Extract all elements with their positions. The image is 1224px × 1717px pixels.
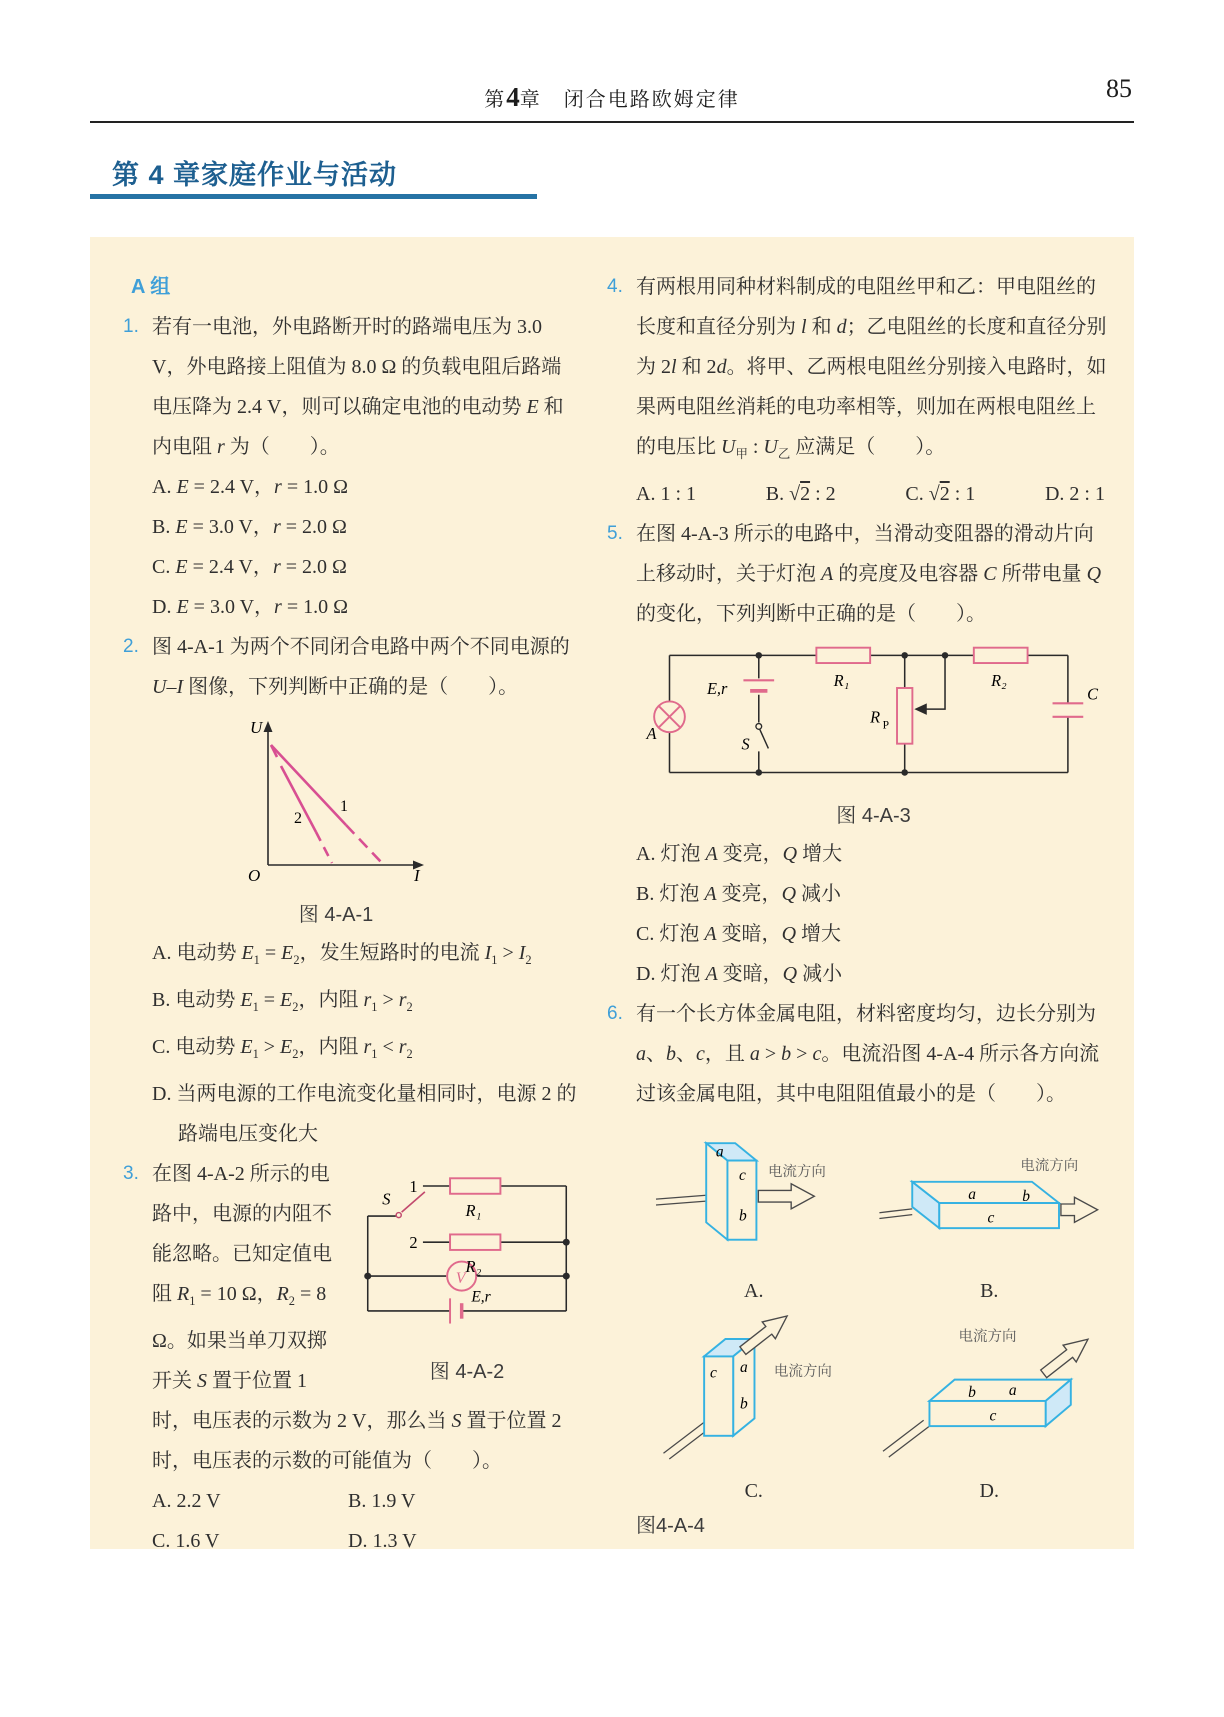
figure-4-a-4 [636, 1120, 1107, 1508]
r1-label: R₁ [465, 1201, 482, 1221]
option-b: B. 电动势 $E_1 = E_2$，内阻 $r_1 > r_2$ [152, 989, 413, 1014]
figure-4-a-1 [230, 711, 442, 933]
edge-c-label: c [987, 1209, 995, 1227]
option-a: A. 2.2 V [152, 1490, 221, 1512]
current-shaft-icon [883, 1420, 929, 1457]
position-2-label: 2 [409, 1233, 418, 1252]
problem-text: 有一个长方体金属电阻，材料密度均匀，边长分别为 a、b、c，且 a > b > c。电流沿图 4-A-4 所示各方向流过该金属电阻，其中电阻阻值最小的是（ ）。 [636, 1003, 1100, 1105]
figure-4-a-3 [636, 640, 1111, 834]
box-top-face [912, 1182, 1059, 1206]
junction-dot [756, 769, 763, 776]
r2-label: R₂ [465, 1257, 482, 1277]
edge-a-label: a [1009, 1382, 1017, 1400]
problem-text: 在图 4-A-2 所示的电路中，电源的内阻不能忽略。已知定值电阻 $R_1 = 10$ Ω，$R_2 = 8$ Ω。如果当单刀双掷开关 S 置于位置 1 时，电压表的示数为 2 V，那么当 S 置于位置 2 时，电压表的示数的可能值为（ ）。 [152, 1163, 562, 1472]
option-a: A. 灯泡 A 变亮，Q 增大 [636, 843, 843, 865]
edge-b-label: b [1022, 1188, 1031, 1206]
option-d: D. E = 3.0 V，r = 1.0 Ω [152, 596, 348, 618]
source-1-line-dashed [346, 825, 382, 863]
option-d: D. 1.3 V [348, 1530, 417, 1549]
problem-2 [123, 627, 581, 1154]
figure-4-a-2 [353, 1156, 581, 1390]
ui-graph [230, 711, 442, 883]
position-1-label: 1 [409, 1176, 418, 1196]
option-d: D. 灯泡 A 变暗，Q 减小 [636, 963, 843, 985]
title-underline [90, 194, 537, 199]
switch-pivot-icon [396, 1213, 401, 1218]
column-left [123, 267, 581, 1549]
edge-b-label: b [739, 1395, 748, 1413]
rp-sub-label: P [882, 719, 890, 732]
problem-number: 5. [607, 523, 623, 544]
problem-text: 有两根用同种材料制成的电阻丝甲和乙：甲电阻丝的长度和直径分别为 l 和 d；乙电阻丝的长度和直径分别为 2l 和 2d。将甲、乙两根电阻丝分别接入电路时，如果两电阻丝消耗的电功率相等，则加在两根电阻丝上的电压比 $U_甲$ : $U_乙$ 应满足（ ）。 [636, 276, 1107, 461]
current-arrow-icon [758, 1184, 814, 1209]
source-1-line [271, 745, 346, 825]
voltmeter-label: V [455, 1269, 466, 1287]
group-label: A 组 [131, 276, 171, 298]
rp-label: R [870, 707, 881, 727]
edge-b-label: b [738, 1207, 747, 1225]
source-2-line-dashed [316, 832, 332, 863]
option-b: B. 1.9 V [348, 1490, 416, 1512]
circuit-wires [670, 655, 1068, 772]
problem-number: 1. [123, 316, 139, 337]
switch-label: S [741, 734, 750, 754]
junction-dot [756, 652, 763, 659]
edge-a-label: a [968, 1186, 977, 1204]
switch-blade-icon [760, 729, 769, 748]
current-shaft-icon [880, 1209, 913, 1219]
problem-4 [607, 267, 1107, 514]
switch-label: S [382, 1189, 391, 1209]
axis-label-i: I [414, 866, 420, 883]
rheostat-circuit [636, 640, 1111, 784]
option-a: A. 电动势 $E_1 = E_2$，发生短路时的电流 $I_1 > I_2$ [152, 942, 532, 967]
option-c: C. √2 : 1 [905, 483, 976, 505]
junction-dot [563, 1239, 570, 1246]
r1-label: R₁ [833, 671, 850, 691]
option-b: B. √2 : 2 [765, 483, 836, 505]
problem-number: 3. [123, 1163, 139, 1184]
problem-text: 图 4-A-1 为两个不同闭合电路中两个不同电源的 U–I 图像，下列判断中正确的是（ ）。 [152, 636, 570, 698]
edge-a-label: a [715, 1143, 724, 1161]
column-right [607, 267, 1107, 1549]
current-shaft-icon [663, 1422, 709, 1459]
capacitor-label: C [1087, 684, 1098, 704]
problem-number: 2. [123, 636, 139, 657]
figure-caption: 图4-A-4 [636, 1515, 705, 1537]
section-title: 第 4 章家庭作业与活动 [112, 160, 398, 190]
current-direction-label: 电流方向 [958, 1328, 1017, 1345]
wiper-wire [926, 655, 945, 709]
problem-number: 4. [607, 276, 623, 297]
option-b: B. 灯泡 A 变亮，Q 减小 [636, 883, 842, 905]
junction-dot [563, 1273, 570, 1280]
problem-5 [607, 514, 1107, 994]
edge-a-label: a [739, 1358, 748, 1376]
axis-label-u: U [250, 718, 263, 737]
line-2-label: 2 [294, 810, 302, 827]
current-direction-label: 电流方向 [1020, 1158, 1079, 1175]
junction-dot [901, 652, 908, 659]
figure-caption: 图 4-A-2 [429, 1361, 505, 1383]
problem-3 [123, 1154, 581, 1549]
current-arrow-icon [1037, 1331, 1094, 1382]
current-arrow-icon [736, 1308, 793, 1359]
battery-label: E,r [706, 678, 728, 698]
current-shaft-icon [656, 1195, 706, 1205]
content-panel [90, 237, 1134, 1549]
option-c: C. 电动势 $E_1 > E_2$，内阻 $r_1 < r_2$ [152, 1036, 413, 1061]
figure-caption: 图 4-A-3 [836, 805, 911, 827]
box-front-face [940, 1203, 1060, 1228]
switch-pivot-icon [756, 724, 762, 730]
battery-label: E,r [471, 1288, 491, 1306]
box-option-b [872, 1120, 1108, 1308]
origin-label: O [248, 866, 261, 883]
option-a: A. E = 2.4 V，r = 1.0 Ω [152, 476, 348, 498]
running-head [90, 74, 1134, 113]
line-1-label: 1 [340, 798, 348, 815]
figure-caption: 图 4-A-1 [298, 904, 374, 926]
junction-dot [364, 1273, 371, 1280]
option-letter: C. [744, 1480, 763, 1502]
box-front-face [704, 1356, 733, 1435]
option-c: C. 灯泡 A 变暗，Q 增大 [636, 923, 842, 945]
resistor-box-c [649, 1308, 859, 1460]
option-d: D. 2 : 1 [1044, 483, 1105, 505]
box-option-c [636, 1308, 872, 1508]
option-letter: B. [980, 1280, 999, 1302]
resistor-box-a [649, 1120, 859, 1260]
box-option-d [872, 1308, 1108, 1508]
wiper-arrow-icon [914, 703, 926, 715]
edge-c-label: c [738, 1166, 746, 1184]
current-direction-label: 电流方向 [773, 1363, 832, 1380]
problem-1 [123, 307, 581, 627]
resistor-r1-icon [816, 648, 870, 663]
edge-c-label: c [989, 1407, 997, 1425]
junction-dot [901, 769, 908, 776]
resistor-box-b [874, 1120, 1104, 1260]
rheostat-rp-icon [897, 688, 912, 744]
resistor-r2-icon [974, 648, 1028, 663]
box-right-face [733, 1339, 754, 1436]
current-direction-label: 电流方向 [767, 1164, 826, 1180]
box-option-a [636, 1120, 872, 1308]
problem-number: 6. [607, 1003, 623, 1024]
edge-c-label: c [709, 1364, 717, 1382]
option-b: B. E = 3.0 V，r = 2.0 Ω [152, 516, 347, 538]
u-axis-arrow-icon [264, 721, 273, 732]
option-c: C. E = 2.4 V，r = 2.0 Ω [152, 556, 347, 578]
option-c: C. 1.6 V [152, 1530, 220, 1549]
edge-b-label: b [968, 1384, 977, 1402]
header-rule [90, 121, 1134, 123]
option-letter: A. [744, 1280, 764, 1302]
option-a: A. 1 : 1 [636, 483, 696, 505]
resistor-box-d [874, 1308, 1104, 1460]
r2-label: R₂ [991, 671, 1007, 691]
problem-text: 在图 4-A-3 所示的电路中，当滑动变阻器的滑动片向上移动时，关于灯泡 A 的亮度及电容器 C 所带电量 Q 的变化，下列判断中正确的是（ ）。 [636, 523, 1102, 625]
problem-text: 若有一电池，外电路断开时的路端电压为 3.0 V，外电路接上阻值为 8.0 Ω 的负载电阻后路端电压降为 2.4 V，则可以确定电池的电动势 E 和内电阻 r 为（ ）。 [152, 316, 564, 458]
current-arrow-icon [1061, 1197, 1098, 1222]
chapter-header: 第4章 闭合电路欧姆定律 [484, 82, 740, 112]
switch-circuit [353, 1156, 581, 1340]
resistor-r2-icon [450, 1234, 500, 1249]
problem-6 [607, 994, 1107, 1544]
resistor-r1-icon [450, 1178, 500, 1193]
option-d: D. 当两电源的工作电流变化量相同时，电源 2 的路端电压变化大 [152, 1083, 577, 1145]
page-number: 85 [1106, 74, 1132, 103]
option-letter: D. [979, 1480, 999, 1502]
box-front-face [930, 1401, 1046, 1426]
lamp-label: A [646, 723, 657, 743]
